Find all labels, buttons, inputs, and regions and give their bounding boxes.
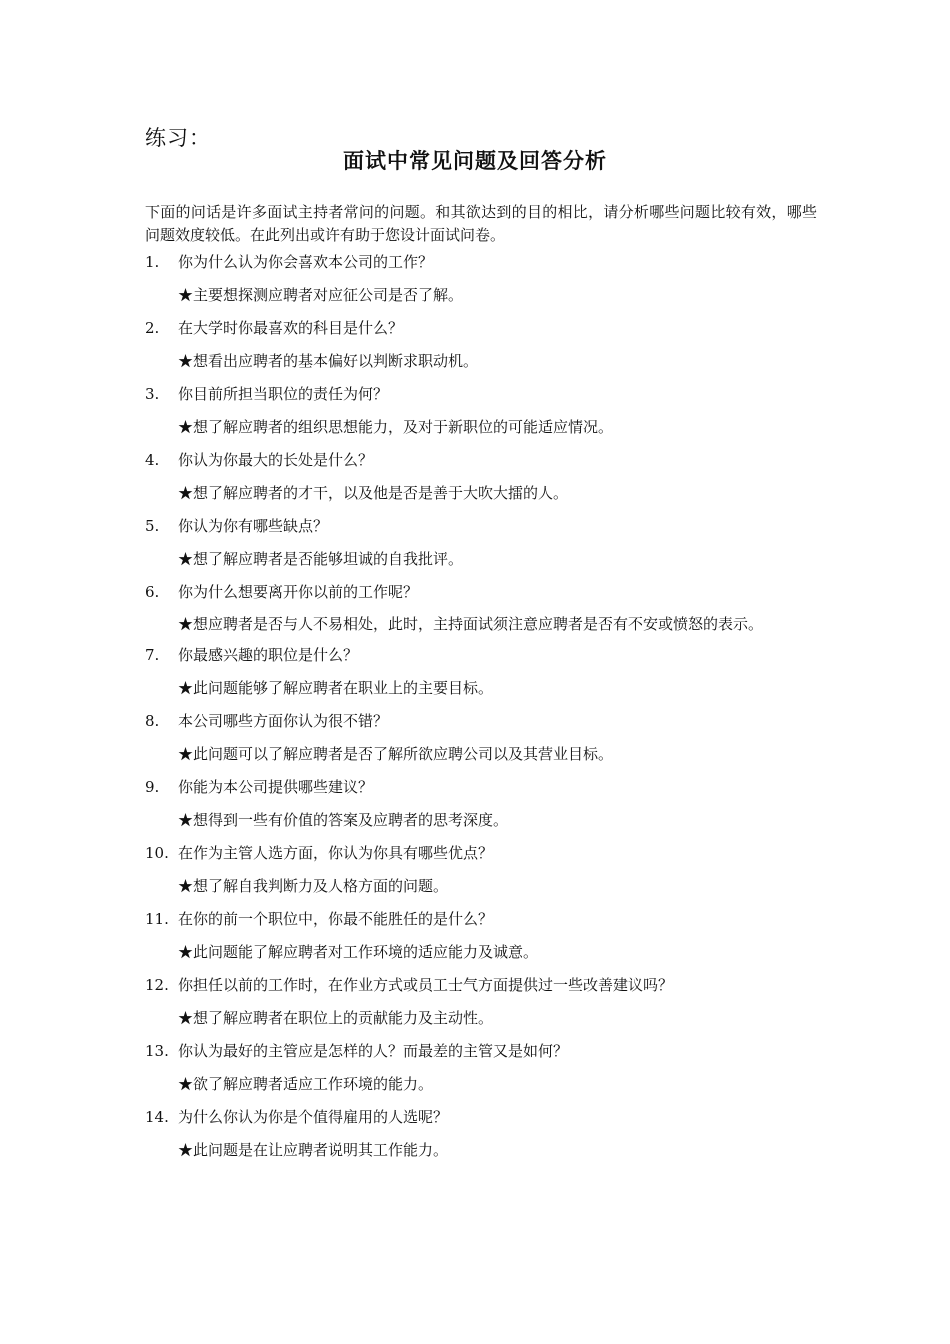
question-number: 7. [145, 646, 160, 664]
question-number: 4. [145, 451, 160, 469]
question-number: 9. [145, 778, 160, 796]
question-line [145, 578, 817, 607]
question-text: 本公司哪些方面你认为很不错？ [178, 712, 389, 730]
list-item [145, 380, 817, 446]
list-item [145, 446, 817, 512]
question-number: 12. [145, 976, 169, 994]
answer-text: ★主要想探测应聘者对应征公司是否了解。 [178, 286, 464, 304]
answer-text: ★想应聘者是否与人不易相处，此时，主持面试须注意应聘者是否有不安或愤怒的表示。 [178, 615, 764, 633]
answer-text: ★想了解自我判断力及人格方面的问题。 [178, 877, 449, 895]
question-text: 你为什么想要离开你以前的工作呢？ [178, 583, 419, 601]
answer-text: ★此问题能了解应聘者对工作环境的适应能力及诚意。 [178, 943, 539, 961]
question-list [145, 248, 817, 1169]
question-line [145, 839, 817, 868]
question-line [145, 1037, 817, 1066]
question-text: 为什么你认为你是个值得雇用的人选呢？ [178, 1108, 449, 1126]
answer-text: ★想得到一些有价值的答案及应聘者的思考深度。 [178, 811, 509, 829]
list-item [145, 314, 817, 380]
question-line [145, 773, 817, 802]
question-number: 6. [145, 583, 160, 601]
question-line [145, 380, 817, 409]
answer-text: ★想了解应聘者在职位上的贡献能力及主动性。 [178, 1009, 494, 1027]
question-line [145, 707, 817, 736]
question-number: 3. [145, 385, 160, 403]
question-number: 11. [145, 910, 169, 928]
answer-text: ★想了解应聘者的才干，以及他是否是善于大吹大擂的人。 [178, 484, 569, 502]
list-item [145, 905, 817, 971]
list-item [145, 578, 817, 641]
question-number: 1. [145, 253, 160, 271]
list-item [145, 707, 817, 773]
list-item [145, 971, 817, 1037]
question-number: 10. [145, 844, 169, 862]
question-line [145, 446, 817, 475]
answer-text: ★此问题能够了解应聘者在职业上的主要目标。 [178, 679, 494, 697]
question-line [145, 971, 817, 1000]
answer-text: ★想了解应聘者是否能够坦诚的自我批评。 [178, 550, 464, 568]
question-line [145, 641, 817, 670]
answer-text: ★此问题可以了解应聘者是否了解所欲应聘公司以及其营业目标。 [178, 745, 614, 763]
question-number: 2. [145, 319, 160, 337]
question-text: 你最感兴趣的职位是什么？ [178, 646, 359, 664]
question-text: 你担任以前的工作时，在作业方式或员工士气方面提供过一些改善建议吗？ [178, 976, 674, 994]
question-line [145, 512, 817, 541]
question-number: 8. [145, 712, 160, 730]
list-item [145, 248, 817, 314]
list-item [145, 839, 817, 905]
question-line [145, 314, 817, 343]
list-item [145, 1103, 817, 1169]
question-text: 你能为本公司提供哪些建议？ [178, 778, 374, 796]
list-item [145, 1037, 817, 1103]
question-text: 你认为你有哪些缺点？ [178, 517, 329, 535]
question-line [145, 905, 817, 934]
answer-text: ★欲了解应聘者适应工作环境的能力。 [178, 1075, 434, 1093]
question-text: 你目前所担当职位的责任为何？ [178, 385, 389, 403]
question-number: 13. [145, 1042, 169, 1060]
intro-text: 下面的问话是许多面试主持者常问的问题。和其欲达到的目的相比，请分析哪些问题比较有效，哪些问题效度较低。在此列出或许有助于您设计面试问卷。 [145, 203, 817, 244]
question-text: 在大学时你最喜欢的科目是什么？ [178, 319, 404, 337]
question-number: 14. [145, 1108, 169, 1126]
exercise-label: 练习： [145, 126, 211, 150]
list-item [145, 641, 817, 707]
question-text: 在你的前一个职位中，你最不能胜任的是什么？ [178, 910, 494, 928]
question-text: 你认为最好的主管应是怎样的人？而最差的主管又是如何？ [178, 1042, 569, 1060]
list-item [145, 512, 817, 578]
document-title: 面试中常见问题及回答分析 [343, 148, 607, 173]
question-line [145, 1103, 817, 1132]
answer-text: ★想看出应聘者的基本偏好以判断求职动机。 [178, 352, 479, 370]
question-text: 你为什么认为你会喜欢本公司的工作？ [178, 253, 434, 271]
intro-paragraph [145, 201, 817, 247]
list-item [145, 773, 817, 839]
question-line [145, 248, 817, 277]
answer-text: ★此问题是在让应聘者说明其工作能力。 [178, 1141, 449, 1159]
question-text: 你认为你最大的长处是什么？ [178, 451, 374, 469]
question-text: 在作为主管人选方面，你认为你具有哪些优点？ [178, 844, 494, 862]
answer-text: ★想了解应聘者的组织思想能力，及对于新职位的可能适应情况。 [178, 418, 614, 436]
question-number: 5. [145, 517, 160, 535]
